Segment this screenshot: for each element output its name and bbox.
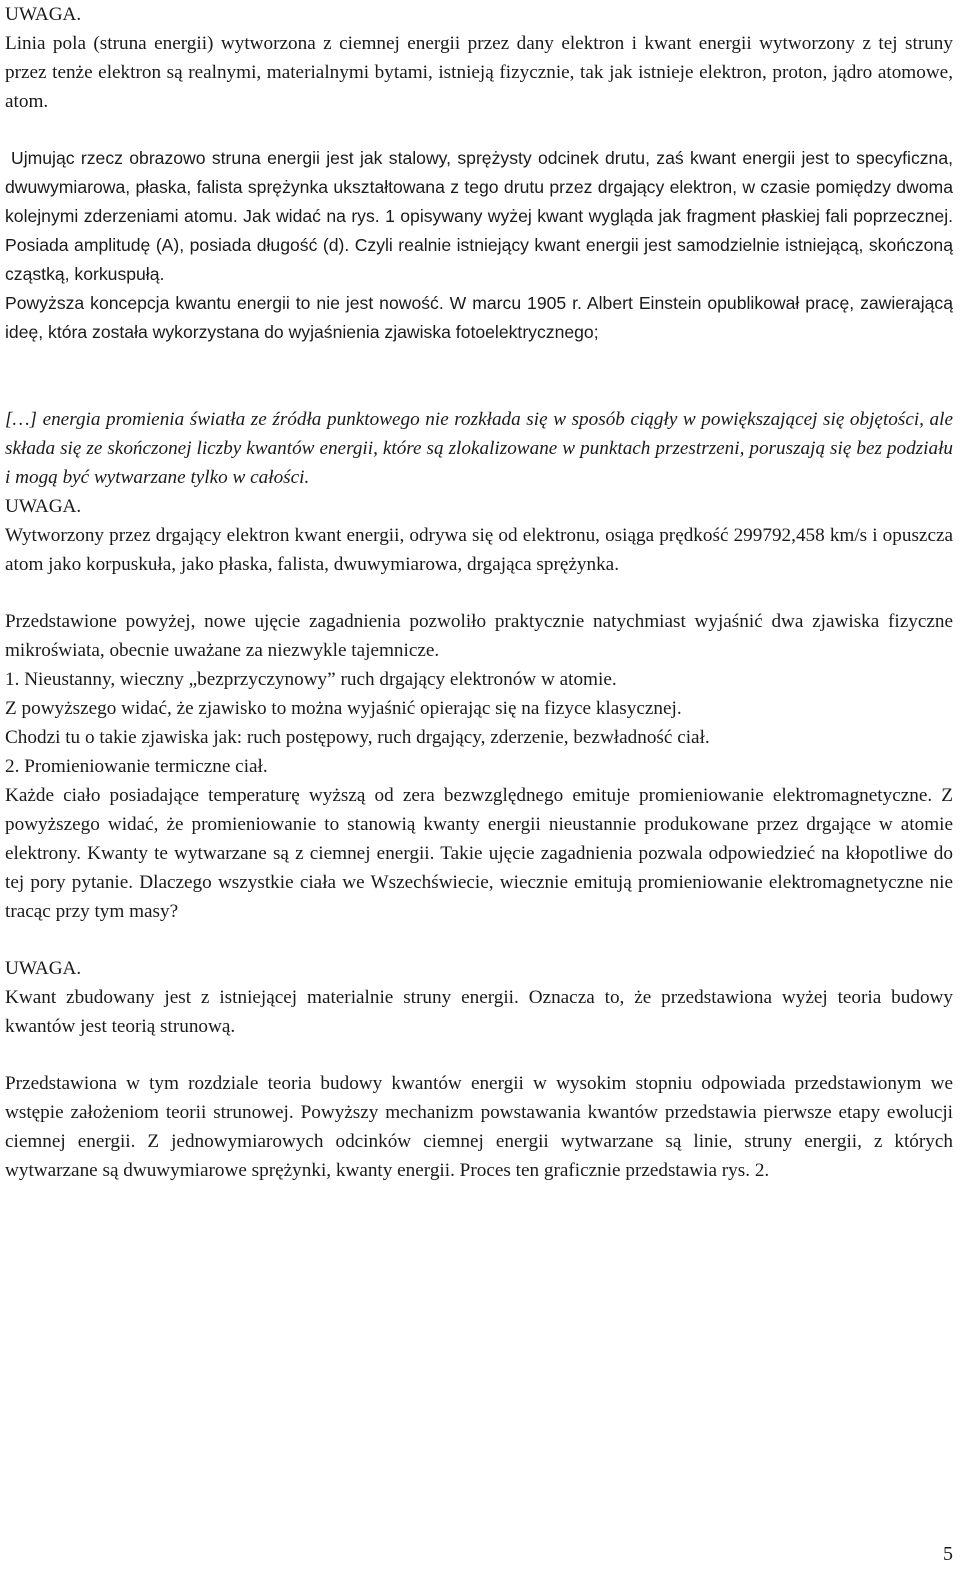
spacer [5, 116, 953, 144]
paragraph-two-phenomena: Przedstawione powyżej, nowe ujęcie zagadnienia pozwoliło praktycznie natychmiast wyjaśnić dwa zjawiska fizyczne mikroświata, obecnie uważane za niezwykle tajemnicze. [5, 611, 953, 661]
document-page [5, 0, 953, 1185]
spacer [5, 579, 953, 607]
paragraph-string-of-energy: Linia pola (struna energii) wytworzona z ciemnej energii przez dany elektron i kwant energii wytworzony z tej struny przez tenże elektron są realnymi, materialnymi bytami, istnieją fizycznie, tak jak istnieje elektron, proton, jądro atomowe, atom. [5, 33, 953, 112]
paragraph-einstein-intro: Powyższa koncepcja kwantu energii to nie jest nowość. W marcu 1905 r. Albert Einstein opublikował pracę, zawierającą ideę, która została wykorzystana do wyjaśnienia zjawiska fotoelektrycznego; [5, 293, 953, 342]
paragraph-string-theory: Kwant zbudowany jest z istniejącej materialnie struny energii. Oznacza to, że przedstawiona wyżej teoria budowy kwantów jest teorią strunową. [5, 987, 953, 1037]
paragraph-evolution-dark-energy: Przedstawiona w tym rozdziale teoria budowy kwantów energii w wysokim stopniu odpowiada przedstawionym we wstępie założeniom teorii strunowej. Powyższy mechanizm powstawania kwantów przedstawia pierwsze etapy ewolucji ciemnej energii. Z jednowymiarowych odcinków ciemnej energii wytwarzane są linie, struny energii, z których wytwarzane są dwuwymiarowe sprężynki, kwanty energii. Proces ten graficznie przedstawia rys. 2. [5, 1073, 953, 1181]
paragraph-spring-analogy: Ujmując rzecz obrazowo struna energii jest jak stalowy, sprężysty odcinek drutu, zaś kwant energii jest to specyficzna, dwuwymiarowa, płaska, falista sprężynka ukształtowana z tego drutu przez drgający elektron, w czasie pomiędzy dwoma kolejnymi zderzeniami atomu. Jak widać na rys. 1 opisywany wyżej kwant wygląda jak fragment płaskiej fali poprzecznej. Posiada amplitudę (A), posiada długość (d). Czyli realnie istniejący kwant energii jest samodzielnie istniejącą, skończoną cząstką, korkuspułą. [5, 148, 953, 284]
spacer [5, 1041, 953, 1069]
spacer [5, 347, 953, 405]
list-item-1-title: 1. Nieustanny, wieczny „bezprzyczynowy” ruch drgający elektronów w atomie. [5, 669, 617, 690]
note-heading-1: UWAGA. [5, 4, 82, 25]
list-item-2-title: 2. Promieniowanie termiczne ciał. [5, 756, 268, 777]
paragraph-thermal-radiation: Każde ciało posiadające temperaturę wyższą od zera bezwzględnego emituje promieniowanie elektromagnetyczne. Z powyższego widać, że promieniowanie to stanowią kwanty energii nieustannie produkowane przez drgające w atomie elektrony. Kwanty te wytwarzane są z ciemnej energii. Takie ujęcie zagadnienia pozwala odpowiedzieć na kłopotliwe do tej pory pytanie. Dlaczego wszystkie ciała we Wszechświecie, wiecznie emitują promieniowanie elektromagnetyczne nie tracąc przy tym masy? [5, 785, 953, 922]
spacer [5, 926, 953, 954]
list-item-1-line-2: Chodzi tu o takie zjawiska jak: ruch postępowy, ruch drgający, zderzenie, bezwładność ciał. [5, 727, 710, 748]
list-item-1-line-1: Z powyższego widać, że zjawisko to można wyjaśnić opierając się na fizyce klasycznej. [5, 698, 682, 719]
paragraph-quantum-detaches: Wytworzony przez drgający elektron kwant energii, odrywa się od elektronu, osiąga prędkość 299792,458 km/s i opuszcza atom jako korpuskuła, jako płaska, falista, dwuwymiarowa, drgająca sprężynka. [5, 525, 953, 575]
einstein-quote: […] energia promienia światła ze źródła punktowego nie rozkłada się w sposób ciągły w powiększającej się objętości, ale składa się ze skończonej liczby kwantów energii, które są zlokalizowane w punktach przestrzeni, poruszają się bez podziału i mogą być wytwarzane tylko w całości. [5, 409, 953, 488]
note-heading-2: UWAGA. [5, 496, 82, 517]
page-number: 5 [943, 1543, 953, 1565]
note-heading-3: UWAGA. [5, 958, 82, 979]
